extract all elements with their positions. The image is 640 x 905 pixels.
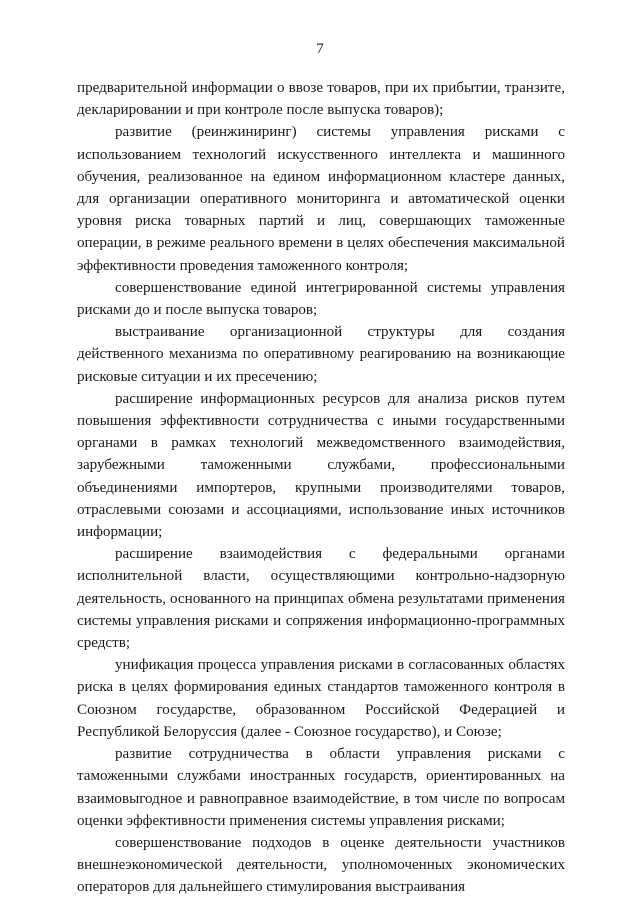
page-number: 7 <box>316 41 324 57</box>
paragraph-federal-cooperation: расширение взаимодействия с федеральными органами исполнительной власти, осуществляющими контрольно-надзорную деятельность, основанного на принципах обмена результатами применения системы управления рисками и сопряжения информационно-программных средств; <box>77 546 565 652</box>
paragraph-unification: унификация процесса управления рисками в согласованных областях риска в целях формирования единых стандартов таможенного контроля в Союзном государстве, образованном Российской Федерацией и Республикой Белоруссия (далее - Союзное государство), и Союзе; <box>77 657 565 740</box>
paragraph-information-resources: расширение информационных ресурсов для анализа рисков путем повышения эффективности сотрудничества с иными государственными органами в рамках технологий межведомственного взаимодействия, зарубежными таможенными службами, профессиональными объединениями импортеров, крупными производителями товаров, отраслевыми союзами и ассоциациями, использование иных источников информации; <box>77 390 565 541</box>
paragraph-organizational-structure: выстраивание организационной структуры для создания действенного механизма по оперативному реагированию на возникающие рисковые ситуации и их пресечению; <box>77 324 565 385</box>
paragraph-risk-system-reengineering: развитие (реинжиниринг) системы управления рисками с использованием технологий искусственного интеллекта и машинного обучения, реализованное на едином информационном кластере данных, для организации оперативного мониторинга и автоматической оценки уровня риска товарных партий и лиц, совершающих таможенные операции, в режиме реального времени в целях обеспечения максимальной эффективности проведения таможенного контроля; <box>77 124 565 274</box>
paragraph-continuation: предварительной информации о ввозе товаров, при их прибытии, транзите, декларировании и при контроле после выпуска товаров); <box>77 80 565 119</box>
paragraph-international-cooperation: развитие сотрудничества в области управления рисками с таможенными службами иностранных государств, ориентированных на взаимовыгодное и равноправное взаимодействие, в том числе по вопросам оценки эффективности применения системы управления рисками; <box>77 746 565 829</box>
document-body <box>77 77 565 899</box>
paragraph-participant-assessment: совершенствование подходов в оценке деятельности участников внешнеэкономической деятельности, уполномоченных экономических операторов для дальнейшего стимулирования выстраивания <box>77 834 565 896</box>
paragraph-integrated-risk-system: совершенствование единой интегрированной системы управления рисками до и после выпуска товаров; <box>77 279 565 319</box>
